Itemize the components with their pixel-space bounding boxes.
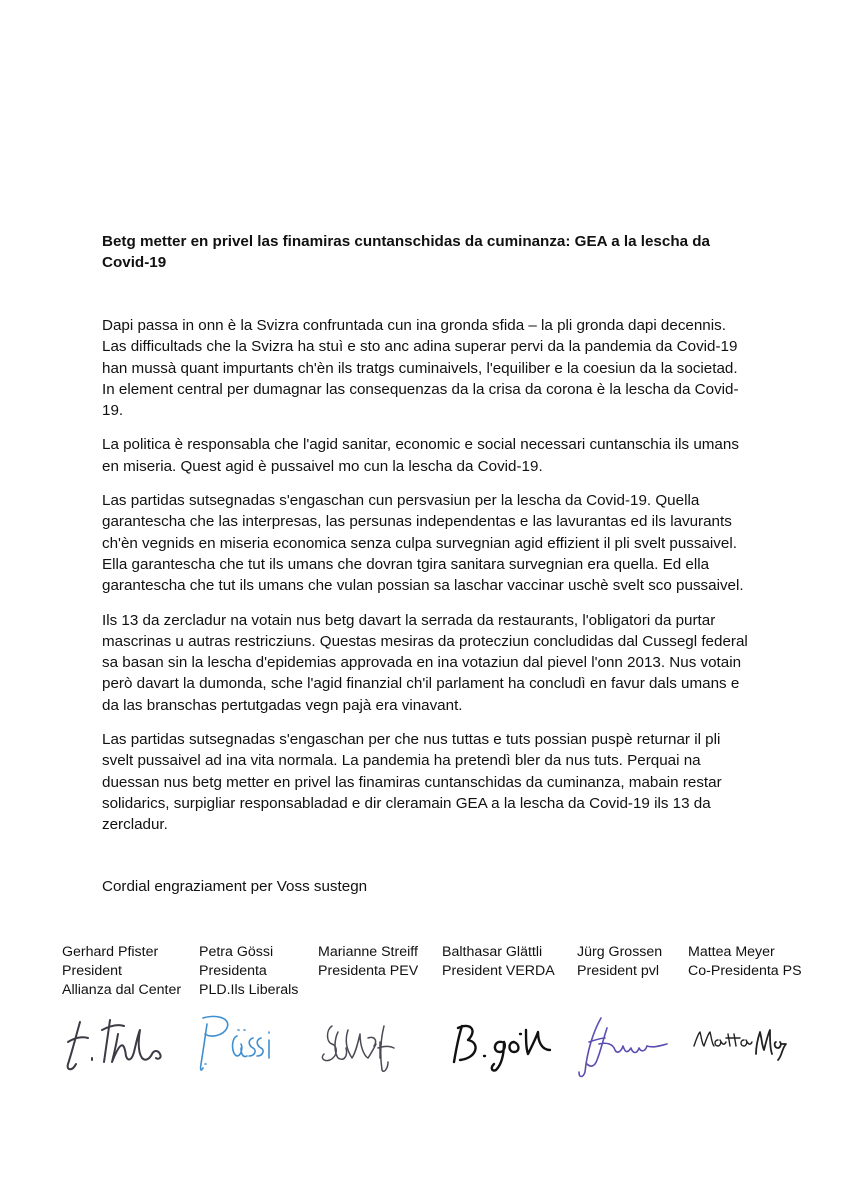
signatory-name: Marianne Streiff <box>318 944 418 960</box>
signature-goessi <box>197 1012 287 1076</box>
signature-streiff <box>318 1012 408 1076</box>
signature-grossen <box>573 1012 683 1082</box>
signatory-party: Allianza dal Center <box>62 982 182 998</box>
signatory-role: Co-Presidenta PS <box>688 963 802 979</box>
signatory-goessi <box>199 943 298 1000</box>
closing-line: Cordial engraziament per Voss sustegn <box>102 878 368 895</box>
signatory-role: Presidenta PEV <box>318 963 419 979</box>
signature-glaettli <box>450 1012 560 1076</box>
signatory-pfister <box>62 943 181 1000</box>
signatory-role: President <box>62 963 122 979</box>
signatory-role: President VERDA <box>442 963 555 979</box>
signatory-glaettli <box>442 943 555 981</box>
signatory-role: Presidenta <box>199 963 267 979</box>
paragraph-1: Dapi passa in onn è la Svizra confruntada cun ina gronda sfida – la pli gronda dapi decennis. Las difficultads che la Svizra ha stuì e sto anc adina superar pervi da la pandemia da Covid-19 han mussà quant impurtants ch'èn ils tratgs cuminaivels, l'equiliber e la coesiun da la societad. In element central per dumagnar las consequenzas da la crisa da corona è la lescha da Covid-19. <box>102 317 739 420</box>
paragraph-3: Las partidas sutsegnadas s'engaschan cun persvasiun per la lescha da Covid-19. Quella garantescha che las interpresas, las persunas independentas e las lavurantas ed ils lavurants ch'èn vegnids en miseria economica senza culpa survegnian agid effizient il pli svelt pussaivel. Ella garantescha che tut ils umans che dovran tgira sanitara survegnian era quella. Ed ella garantescha che tut ils umans che vulan possian sa laschar vaccinar uschè svelt sco pussaivel. <box>102 492 744 595</box>
signatory-name: Gerhard Pfister <box>62 944 159 960</box>
paragraph-5: Las partidas sutsegnadas s'engaschan per che nus tuttas e tuts possian puspè returnar il pli svelt pussaivel ad ina vita normala. La pandemia ha pretendì bler da nus tuts. Perquai na duessan nus betg metter en privel las finamiras cuntanschidas da cuminanza, mabain restar solidarics, surpigliar responsabladad e dir cleramain GEA a la lescha da Covid-19 ils 13 da zercladur. <box>102 731 722 834</box>
signatory-meyer <box>688 943 802 981</box>
paragraph-2: La politica è responsabla che l'agid sanitar, economic e social necessari cuntanschia ils umans en miseria. Quest agid è pussaivel mo cun la lescha da Covid-19. <box>102 436 739 475</box>
signatory-role: President pvl <box>577 963 660 979</box>
signatory-grossen <box>577 943 662 981</box>
signatory-streiff <box>318 943 418 981</box>
signatory-party: PLD.Ils Liberals <box>199 982 299 998</box>
paragraph-4: Ils 13 da zercladur na votain nus betg davart la serrada da restaurants, l'obligatori da purtar mascrinas u autras restricziuns. Questas mesiras da protecziun concludidas dal Cussegl federal sa basan sin la lescha d'epidemias approvada en ina votaziun dal pievel l'onn 2013. Nus votain però davart la dumonda, sche l'agid finanzial ch'il parlament ha concludì en favur dals umans e da las branschas pertutgadas vegn pajà era vinavant. <box>102 611 748 714</box>
signatory-name: Balthasar Glättli <box>442 944 543 960</box>
signatory-name: Petra Gössi <box>199 944 274 960</box>
signatory-name: Mattea Meyer <box>688 944 775 960</box>
document-title: Betg metter en privel las finamiras cuntanschidas da cuminanza: GEA a la lescha da Covid-19 <box>102 233 710 271</box>
signatory-name: Jürg Grossen <box>577 944 663 960</box>
document-body <box>102 315 752 849</box>
signature-meyer <box>690 1012 790 1076</box>
signature-pfister <box>62 1012 172 1076</box>
